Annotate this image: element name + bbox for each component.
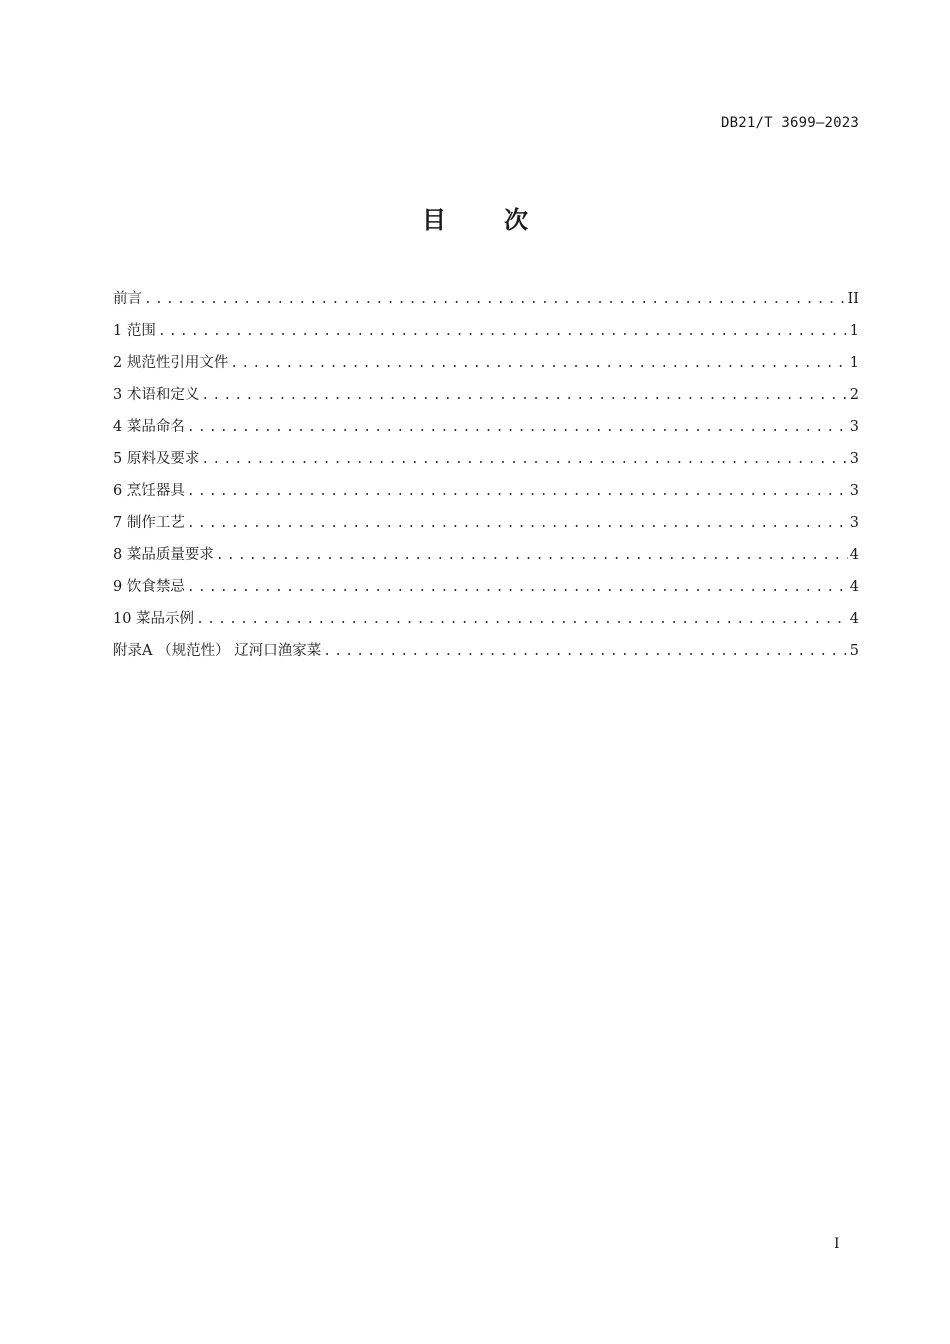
toc-entry-normative-references[interactable] — [113, 352, 859, 384]
toc-entry-quality[interactable] — [113, 544, 859, 576]
toc-dot-leader — [201, 385, 847, 407]
toc-entry-page: II — [847, 291, 859, 307]
toc-entry-cooking-utensils[interactable] — [113, 480, 859, 512]
toc-entry-appendix-a[interactable] — [113, 640, 859, 672]
toc-entry-page: 3 — [849, 419, 859, 435]
toc-entry-page: 3 — [849, 451, 859, 467]
toc-entry-dietary-taboos[interactable] — [113, 576, 859, 608]
toc-entry-terms-definitions[interactable] — [113, 384, 859, 416]
toc-entry-page: 3 — [849, 515, 859, 531]
title-char-1: 目 — [422, 206, 446, 234]
toc-entry-page: 2 — [849, 387, 859, 403]
page-title — [0, 200, 950, 235]
toc-dot-leader — [144, 289, 846, 311]
document-code: DB21/T 3699—2023 — [720, 115, 859, 131]
toc-entry-foreword[interactable] — [113, 288, 859, 320]
toc-entry-label: 6 烹饪器具 — [113, 483, 185, 499]
toc-dot-leader — [196, 609, 848, 631]
toc-entry-label: 2 规范性引用文件 — [113, 355, 229, 371]
toc-dot-leader — [187, 417, 848, 439]
table-of-contents — [113, 288, 859, 672]
toc-dot-leader — [187, 577, 848, 599]
toc-entry-label: 10 菜品示例 — [113, 611, 195, 627]
toc-entry-page: 1 — [849, 323, 859, 339]
toc-entry-label: 附录A （规范性） 辽河口渔家菜 — [113, 643, 322, 659]
toc-entry-label: 1 范围 — [113, 323, 156, 339]
page-number: I — [834, 1236, 840, 1252]
toc-entry-label: 前言 — [113, 291, 142, 307]
toc-dot-leader — [323, 641, 848, 663]
toc-entry-label: 9 饮食禁忌 — [113, 579, 185, 595]
toc-entry-label: 8 菜品质量要求 — [113, 547, 214, 563]
toc-entry-page: 4 — [849, 547, 859, 563]
toc-entry-examples[interactable] — [113, 608, 859, 640]
toc-dot-leader — [158, 321, 848, 343]
toc-dot-leader — [187, 513, 848, 535]
toc-entry-label: 4 菜品命名 — [113, 419, 185, 435]
toc-entry-page: 5 — [849, 643, 859, 659]
toc-entry-process[interactable] — [113, 512, 859, 544]
toc-entry-page: 4 — [849, 611, 859, 627]
toc-entry-scope[interactable] — [113, 320, 859, 352]
toc-dot-leader — [230, 353, 847, 375]
toc-entry-label: 5 原料及要求 — [113, 451, 200, 467]
toc-entry-page: 3 — [849, 483, 859, 499]
toc-entry-page: 1 — [849, 355, 859, 371]
toc-dot-leader — [216, 545, 848, 567]
toc-entry-page: 4 — [849, 579, 859, 595]
toc-dot-leader — [187, 481, 848, 503]
toc-entry-ingredients[interactable] — [113, 448, 859, 480]
toc-entry-label: 3 术语和定义 — [113, 387, 200, 403]
toc-dot-leader — [201, 449, 847, 471]
toc-entry-dish-naming[interactable] — [113, 416, 859, 448]
toc-entry-label: 7 制作工艺 — [113, 515, 185, 531]
title-char-2: 次 — [504, 206, 528, 234]
